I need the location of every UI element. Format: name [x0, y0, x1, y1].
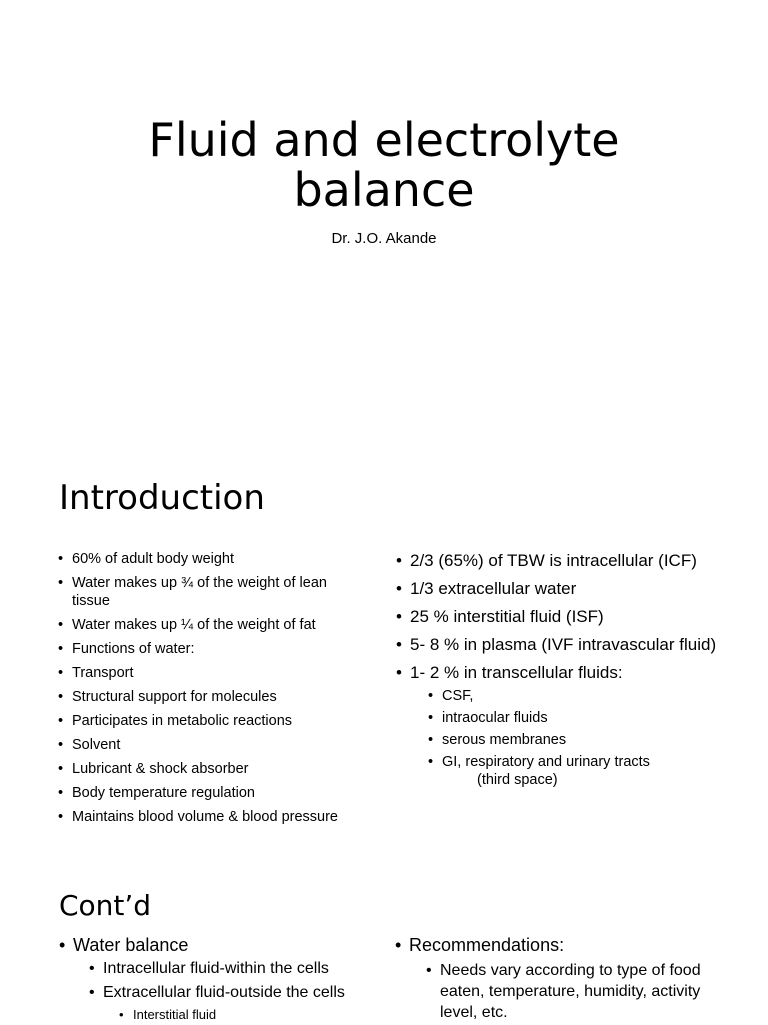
- slide-heading: Introduction: [59, 478, 265, 518]
- list-item-label: 1- 2 % in transcellular fluids:: [410, 663, 623, 682]
- sub-list-item-text: Extracellular fluid-outside the cells: [103, 984, 345, 1001]
- list-item-label: Recommendations:: [409, 935, 565, 955]
- list-item: • Maintains blood volume & blood pressure: [58, 808, 368, 826]
- list-item-label: Water balance: [73, 935, 189, 955]
- sub-bullet-list: [410, 687, 726, 789]
- sub-list-item: • intraocular fluids: [428, 709, 726, 727]
- sub-list-item: • CSF,: [428, 687, 726, 705]
- list-item: • Body temperature regulation: [58, 784, 368, 802]
- list-item: • 1/3 extracellular water: [396, 578, 726, 599]
- list-item-with-sublist: [59, 933, 369, 1025]
- list-item: • Participates in metabolic reactions: [58, 712, 368, 730]
- right-bullet-list: [395, 933, 740, 1023]
- list-item: • Water makes up ¼ of the weight of fat: [58, 616, 368, 634]
- list-item: • 5- 8 % in plasma (IVF intravascular fluid): [396, 634, 726, 655]
- sub-sub-bullet-list: [103, 1005, 369, 1025]
- introduction-slide: [0, 430, 768, 860]
- list-item: • Lubricant & shock absorber: [58, 760, 368, 778]
- sub-list-item: [89, 981, 369, 1025]
- author: Dr. J.O. Akande: [331, 230, 437, 247]
- left-bullet-list: [58, 550, 368, 832]
- list-item: • Solvent: [58, 736, 368, 754]
- title-slide: [0, 0, 768, 430]
- list-item: • 25 % interstitial fluid (ISF): [396, 606, 726, 627]
- list-item: • 2/3 (65%) of TBW is intracellular (ICF): [396, 550, 726, 571]
- list-item: • Transport: [58, 664, 368, 682]
- slide-heading: Cont’d: [59, 889, 152, 922]
- list-item-with-sublist: [395, 933, 740, 1023]
- sub-bullet-list: [409, 960, 740, 1023]
- sub-list-item: [428, 753, 726, 789]
- contd-slide: [0, 860, 768, 1024]
- sub-bullet-list: [73, 957, 369, 1025]
- title-line-2: balance: [293, 163, 475, 217]
- left-bullet-list: [59, 933, 369, 1025]
- list-item: • 60% of adult body weight: [58, 550, 368, 568]
- sub-list-item: • Intracellular fluid-within the cells: [89, 957, 369, 981]
- sub-list-item: • Needs vary according to type of food eaten, temperature, humidity, activity level, etc.: [426, 960, 740, 1023]
- sub-list-item-text: GI, respiratory and urinary tracts: [442, 754, 650, 770]
- list-item: • Structural support for molecules: [58, 688, 368, 706]
- sub-sub-list-item: • Interstitial fluid: [119, 1005, 369, 1025]
- list-item: • Functions of water:: [58, 640, 368, 658]
- sub-list-item: • serous membranes: [428, 731, 726, 749]
- slide-title: [0, 115, 768, 215]
- right-bullet-list: [396, 550, 726, 796]
- sub-list-item-continuation: (third space): [477, 772, 558, 788]
- list-item: • Water makes up ¾ of the weight of lean tissue: [58, 574, 368, 610]
- list-item-with-sublist: [396, 662, 726, 789]
- title-line-1: Fluid and electrolyte: [148, 113, 620, 167]
